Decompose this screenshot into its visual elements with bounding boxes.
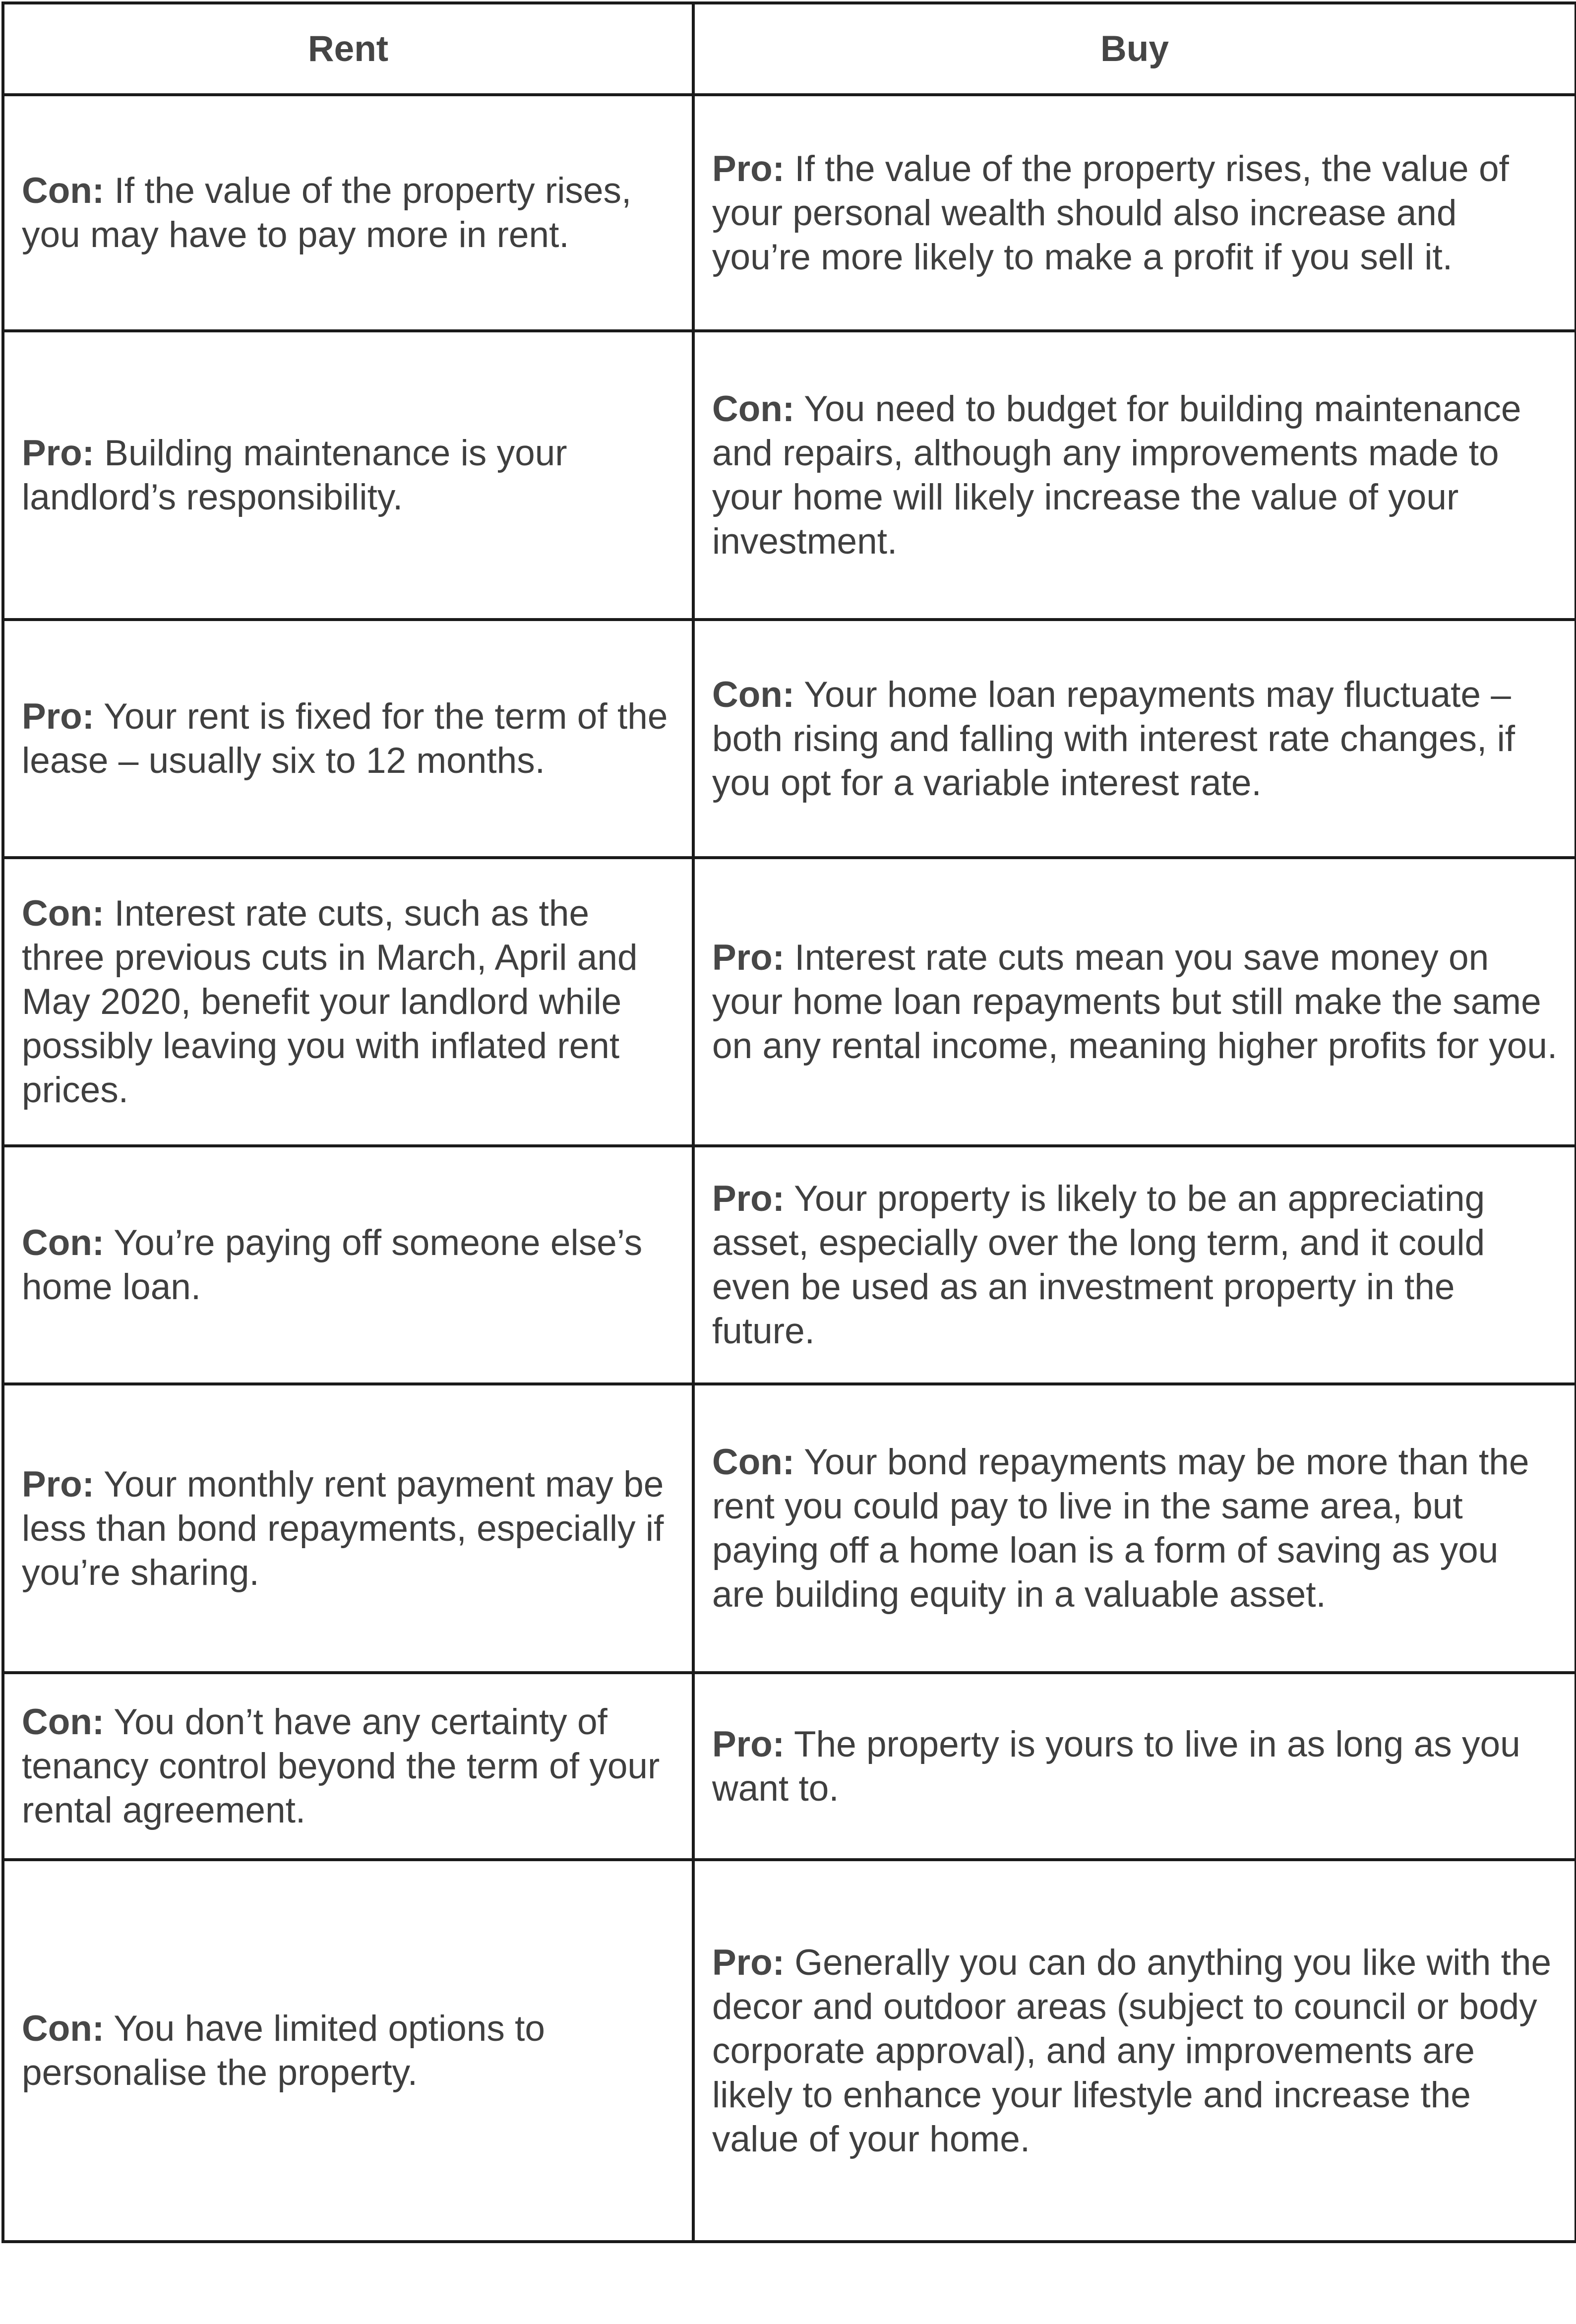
- cell-text: Generally you can do anything you like with the decor and outdoor areas (subject to council or body corporate approval), and any improvements are likely to enhance your lifestyle and increase the value of your home.: [712, 1942, 1552, 2159]
- cell-lead-label: Con:: [22, 1223, 105, 1263]
- cell-text: Your rent is fixed for the term of the lease – usually six to 12 months.: [22, 696, 668, 781]
- buy-cell: [693, 1384, 1576, 1673]
- cell-text: Your home loan repayments may fluctuate – both rising and falling with interest rate changes, if you opt for a variable interest rate.: [712, 674, 1515, 803]
- cell-text: The property is yours to live in as long as you want to.: [712, 1724, 1520, 1809]
- cell-text: You need to budget for building maintenance and repairs, although any improvements made to your home will likely increase the value of your investment.: [712, 389, 1521, 562]
- buy-cell: [693, 331, 1576, 620]
- rent-cell: [3, 1384, 693, 1673]
- header-row: [3, 3, 1576, 95]
- table-row: [3, 858, 1576, 1146]
- table-row: [3, 1146, 1576, 1384]
- cell-lead-label: Pro:: [22, 1464, 94, 1505]
- table-row: [3, 1673, 1576, 1860]
- table-row: [3, 1860, 1576, 2242]
- cell-lead-label: Pro:: [712, 1179, 785, 1219]
- table-row: [3, 620, 1576, 858]
- cell-text: If the value of the property rises, the value of your personal wealth should also increase and you’re more likely to make a profit if you sell it.: [712, 148, 1509, 277]
- cell-lead-label: Pro:: [712, 1942, 785, 1983]
- cell-lead-label: Pro:: [22, 433, 94, 473]
- buy-cell: [693, 1146, 1576, 1384]
- buy-cell: [693, 1673, 1576, 1860]
- table-row: [3, 1384, 1576, 1673]
- buy-column-header: Buy: [693, 3, 1576, 95]
- rent-cell: [3, 858, 693, 1146]
- cell-text: Your monthly rent payment may be less than bond repayments, especially if you’re sharing.: [22, 1464, 664, 1593]
- buy-cell: [693, 1860, 1576, 2242]
- cell-lead-label: Pro:: [712, 148, 785, 189]
- rent-cell: [3, 1673, 693, 1860]
- cell-text: You’re paying off someone else’s home loan.: [22, 1223, 643, 1307]
- cell-lead-label: Con:: [22, 1702, 105, 1742]
- table-row: [3, 95, 1576, 331]
- buy-cell: [693, 858, 1576, 1146]
- rent-column-header: Rent: [3, 3, 693, 95]
- cell-lead-label: Pro:: [22, 696, 94, 737]
- cell-lead-label: Con:: [712, 674, 795, 715]
- cell-text: Your bond repayments may be more than the rent you could pay to live in the same area, but paying off a home loan is a form of saving as you are building equity in a valuable asset.: [712, 1442, 1529, 1615]
- cell-lead-label: Con:: [22, 893, 105, 934]
- rent-cell: [3, 1860, 693, 2242]
- cell-text: You don’t have any certainty of tenancy control beyond the term of your rental agreement.: [22, 1702, 660, 1830]
- rent-cell: [3, 1146, 693, 1384]
- cell-lead-label: Con:: [22, 171, 105, 211]
- cell-text: Interest rate cuts, such as the three previous cuts in March, April and May 2020, benefit your landlord while possibly leaving you with inflated rent prices.: [22, 893, 638, 1110]
- buy-cell: [693, 95, 1576, 331]
- buy-cell: [693, 620, 1576, 858]
- cell-text: If the value of the property rises, you may have to pay more in rent.: [22, 171, 632, 255]
- rent-cell: [3, 95, 693, 331]
- rent-cell: [3, 620, 693, 858]
- cell-lead-label: Pro:: [712, 1724, 785, 1764]
- cell-lead-label: Con:: [712, 389, 795, 429]
- cell-lead-label: Pro:: [712, 938, 785, 978]
- cell-lead-label: Con:: [712, 1442, 795, 1482]
- table-body: [3, 95, 1576, 2242]
- cell-text: Your property is likely to be an appreciating asset, especially over the long term, and it could even be used as an investment property in the future.: [712, 1179, 1485, 1351]
- table-row: [3, 331, 1576, 620]
- table-header: [3, 3, 1576, 95]
- rent-vs-buy-table: [1, 1, 1576, 2243]
- cell-text: Interest rate cuts mean you save money on your home loan repayments but still make the same on any rental income, meaning higher profits for you.: [712, 938, 1558, 1066]
- cell-lead-label: Con:: [22, 2009, 105, 2049]
- rent-cell: [3, 331, 693, 620]
- cell-text: You have limited options to personalise the property.: [22, 2009, 546, 2093]
- cell-text: Building maintenance is your landlord’s responsibility.: [22, 433, 567, 517]
